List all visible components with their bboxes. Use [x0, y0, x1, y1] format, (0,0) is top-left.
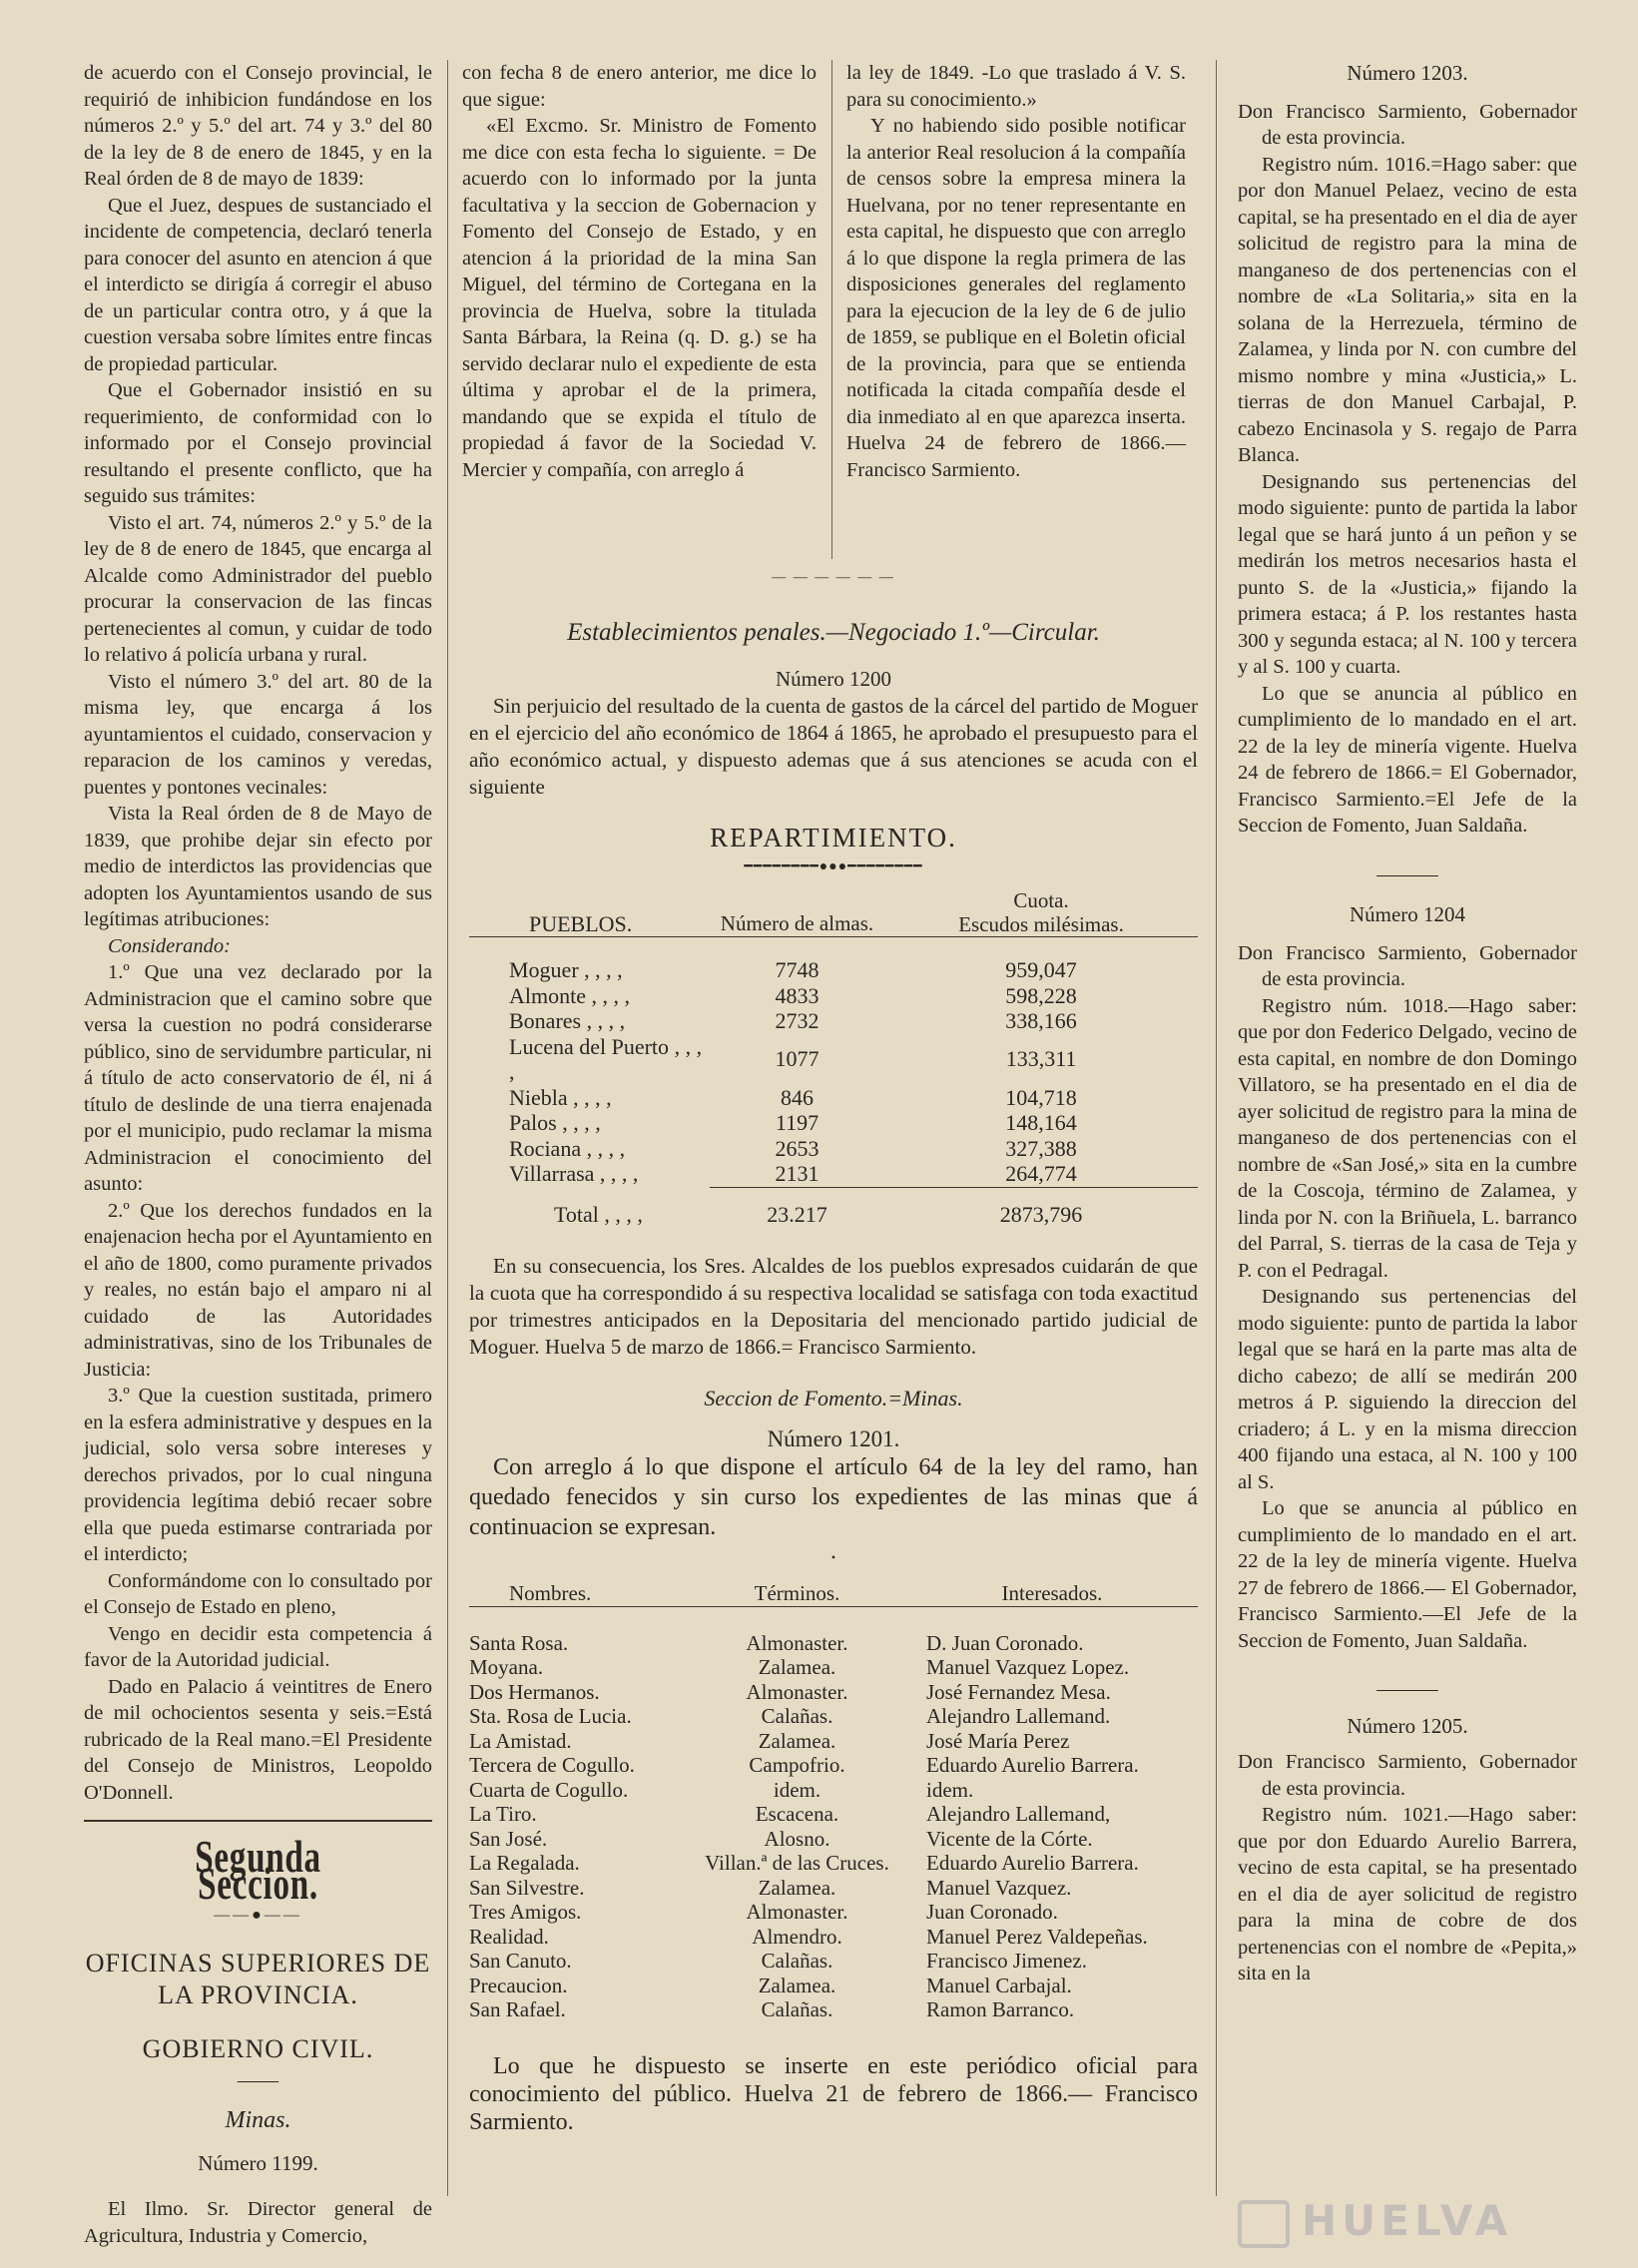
table-row — [469, 1925, 1198, 1950]
paragraph: Visto el art. 74, números 2.º y 5.º de la ley de 8 de enero de 1845, que encarga al Alcalde como Administrador del pueblo procurar la conservacion de las fincas pertenecientes al comun, y cuidar de todo lo relativo á policía urbana y rural. — [84, 511, 432, 666]
column-rule — [831, 60, 832, 559]
table-row — [469, 1008, 1198, 1034]
cuota-cell: 959,047 — [1005, 957, 1077, 982]
paragraph: Visto el número 3.º del art. 80 de la misma ley, que encarga á los ayuntamientos el cuidado, conservacion y reparacion de los caminos y veredas, puentes y pontones vecinales: — [84, 670, 432, 799]
nombre-cell: La Regalada. — [469, 1851, 580, 1875]
paragraph: «El Excmo. Sr. Ministro de Fomento me dice con esta fecha lo siguiente. = De acuerdo con lo informado por la junta facultativa y la seccion de Gobernacion y Fomento del Consejo de Estado, y en atencion á la prioridad de la mina San Miguel, del término de Cortegana en la provincia de Huelva, sobre la titulada Santa Bárbara, la Reina (q. D. g.) se ha servido declarar nulo el expediente de esta última y aprobar el de la primera, mandando que se expida el título de propiedad á favor de la Sociedad V. Mercier y compañía, con arreglo á — [462, 115, 817, 481]
table-row — [469, 1802, 1198, 1827]
nombre-cell: San José. — [469, 1826, 548, 1851]
col-header-nombres: Nombres. — [509, 1581, 592, 1605]
table-row — [469, 1704, 1198, 1729]
table-row — [469, 1655, 1198, 1680]
table-row — [469, 1631, 1198, 1656]
nombre-cell: Moyana. — [469, 1655, 544, 1679]
table-row — [469, 1753, 1198, 1778]
column-1 — [84, 60, 432, 2249]
table-row — [469, 1949, 1198, 1974]
paragraph: Designando sus pertenencias del modo siguiente: punto de partida la labor legal que se hará en la parte mas alta de dicho cabezo; de allí se medirán 200 metros á P. siguiendo la direccion del criadero; á L. y en la misma direccion 400 fijando una estaca, al N. 100 y 100 al S. — [1238, 1286, 1577, 1493]
paragraph: con fecha 8 de enero anterior, me dice lo que sigue: — [462, 62, 817, 111]
paragraph: 1.º Que una vez declarado por la Administracion que el camino sobre que versa la cuestion no podrá considerarse público, sino de servidumbre particular, ni á título de acto conservatorio de él, ni á título de deslinde de una tierra enajenada por el municipio, pudo reclamar la misma Administracion el conocimiento del asunto: — [84, 961, 432, 1195]
numero-1205: Número 1205. — [1347, 1713, 1468, 1738]
paragraph: Lo que se anuncia al público en cumplimiento de lo mandado en el art. 22 de la ley de minería vigente. Huelva 27 de febrero de 1866.— El Gobernador, Francisco Sarmiento.—El Jefe de la Seccion de Fomento, Juan Saldaña. — [1238, 1497, 1577, 1652]
nombre-cell: Precaucion. — [469, 1973, 568, 1997]
table-row — [469, 983, 1198, 1009]
table-row — [469, 1729, 1198, 1754]
table-row — [469, 1997, 1198, 2022]
total-cuota: 2873,796 — [999, 1201, 1083, 1227]
interesado-cell: José María Perez — [926, 1728, 1070, 1753]
cuota-cell: 148,164 — [1005, 1110, 1077, 1135]
nombre-cell: Cuarta de Cogullo. — [469, 1777, 629, 1802]
interesado-cell: Manuel Perez Valdepeñas. — [926, 1924, 1148, 1949]
pueblo-cell: Palos , , , , — [509, 1110, 601, 1135]
nombre-cell: La Tiro. — [469, 1802, 537, 1826]
minas-heading: Minas. — [225, 2107, 291, 2133]
interesado-cell: Manuel Vazquez. — [926, 1875, 1072, 1900]
col-header-terminos: Términos. — [754, 1581, 840, 1605]
paragraph: Que el Gobernador insistió en su requerimiento, de conformidad con lo informado por el Consejo provincial resultando el presente conflicto, que ha seguido sus trámites: — [84, 379, 432, 507]
interesado-cell: Manuel Vazquez Lopez. — [926, 1655, 1130, 1679]
pueblo-cell: Almonte , , , , — [509, 982, 630, 1008]
gobierno-heading: GOBIERNO CIVIL. — [142, 2033, 374, 2063]
minas-table — [469, 1581, 1198, 2022]
nombre-cell: San Silvestre. — [469, 1875, 585, 1900]
paragraph: Registro núm. 1021.—Hago saber: que por don Eduardo Aurelio Barrera, vecino de esta capital, se ha presentado en el dia de ayer solicitud de registro para la mina de cobre de dos pertenencias con el nombre de «Pepita,» sita en la — [1238, 1804, 1577, 1984]
cuota-cell: 327,388 — [1005, 1135, 1077, 1161]
nombre-cell: Sta. Rosa de Lucia. — [469, 1704, 632, 1728]
interesado-cell: Alejandro Lallemand, — [926, 1802, 1111, 1826]
pueblo-cell: Moguer , , , , — [509, 957, 623, 982]
table-row — [469, 1974, 1198, 1998]
numero-1203: Número 1203. — [1347, 61, 1468, 85]
paragraph: Don Francisco Sarmiento, Gobernador de esta provincia. — [1238, 1751, 1577, 1800]
total-label: Total , , , , — [554, 1201, 643, 1227]
cuota-cell: 104,718 — [1005, 1084, 1077, 1110]
table-row — [469, 1876, 1198, 1901]
repartimiento-title: REPARTIMIENTO. — [710, 823, 957, 852]
termino-cell: Almonaster. — [746, 1630, 848, 1655]
termino-cell: Alosno. — [764, 1826, 830, 1851]
paragraph: Conformándome con lo consultado por el Consejo de Estado en pleno, — [84, 1569, 432, 1618]
paragraph: Vengo en decidir esta competencia á favor de la Autoridad judicial. — [84, 1622, 432, 1671]
table-header-row — [469, 888, 1198, 937]
paragraph: Dado en Palacio á veintitres de Enero de mil ochocientos sesenta y seis.=Está rubricado de la Real mano.=El Presidente del Consejo de Ministros, Leopoldo O'Donnell. — [84, 1675, 432, 1804]
column-2 — [462, 60, 817, 483]
cuota-cell: 598,228 — [1005, 982, 1077, 1008]
ornament: ——●—— — [214, 1907, 302, 1924]
interesado-cell: Francisco Jimenez. — [926, 1949, 1087, 1973]
table-row — [469, 1827, 1198, 1852]
nombre-cell: Santa Rosa. — [469, 1630, 569, 1655]
almas-cell: 1077 — [775, 1046, 819, 1072]
pueblo-cell: Niebla , , , , — [509, 1084, 612, 1110]
interesado-cell: D. Juan Coronado. — [926, 1630, 1084, 1655]
nombre-cell: La Amistad. — [469, 1728, 572, 1753]
termino-cell: Campofrio. — [749, 1753, 845, 1777]
shield-icon — [1238, 2200, 1290, 2248]
almas-cell: 7748 — [775, 957, 819, 982]
numero-1200: Número 1200 — [775, 667, 892, 691]
fomento-heading: Seccion de Fomento.=Minas. — [704, 1386, 963, 1411]
col-header-pueblos: PUEBLOS. — [529, 910, 633, 936]
total-rule — [710, 1187, 884, 1202]
paragraph: Registro núm. 1016.=Hago saber: que por don Manuel Pelaez, vecino de esta capital, se ha presentado en el dia de ayer solicitud de registro para la mina de manganeso de dos pertenencias con el nombre de «La Solitaria,» sita en la solana de la Herrezuela, término de Zalamea, y linda por N. con cumbre del mismo nombre y mina «Justicia,» L. tierras de don Manuel Carbajal, P. cabezo Encinasola y S. regajo de Parra Blanca. — [1238, 153, 1577, 466]
ornament: • — [830, 1550, 836, 1564]
paragraph: de acuerdo con el Consejo provincial, le requirió de inhibicion fundándose en los números 2.º y 5.º del art. 74 y 3.º del 80 de la ley de 8 de enero de 1845, y en la Real órden de 8 de mayo de 1839: — [84, 62, 432, 190]
termino-cell: Zalamea. — [758, 1728, 836, 1753]
watermark-stamp: HUELVA — [1238, 2196, 1607, 2251]
header-rule — [469, 937, 1198, 958]
almas-cell: 2653 — [775, 1135, 819, 1161]
paragraph: 3.º Que la cuestion sustitada, primero en la esfera administrative y despues en la judicial, solo versa sobre intereses y derechos privados, por lo cual ninguna providencia legítima debió recaer sobre ella que pueda estimarse contrariada por el interdicto; — [84, 1385, 432, 1565]
table-row — [469, 1110, 1198, 1136]
col-header-cuota — [884, 888, 1198, 937]
pueblo-cell: Bonares , , , , — [509, 1008, 626, 1033]
almas-cell: 2131 — [775, 1161, 819, 1186]
paragraph: Registro núm. 1018.—Hago saber: que por don Federico Delgado, vecino de esta capital, en nombre de don Domingo Villatoro, se ha presentado en el dia de ayer solicitud de registro para la mina de manganeso de dos pertenencias con el nombre de «San José,» sita en la cumbre de la Coscoja, término de Zalamea, y linda por N. con la Briñuela, L. barranco del Parral, S. tierras de la casa de Teja y P. con el Pedragal. — [1238, 994, 1577, 1282]
table-row — [469, 1136, 1198, 1162]
paragraph: Lo que he dispuesto se inserte en este periódico oficial para conocimiento del público. Huelva 21 de febrero de 1866.— Francisco Sarmiento. — [469, 2052, 1198, 2135]
termino-cell: Calañas. — [761, 1997, 833, 2021]
numero-1204: Número 1204 — [1349, 902, 1466, 926]
termino-cell: Almonaster. — [746, 1679, 848, 1704]
paragraph: En su consecuencia, los Sres. Alcaldes de los pueblos expresados cuidarán de que la cuota que ha correspondido á su respectiva localidad se satisfaga con toda exactitud por trimestres anticipados en la Depositaria del mencionado partido judicial de Moguer. Huelva 5 de marzo de 1866.= Francisco Sarmiento. — [469, 1254, 1198, 1359]
short-divider: ——— — [1376, 1678, 1438, 1700]
paragraph: Y no habiendo sido posible notificar la anterior Real resolucion á la compañía de censos sobre la empresa minera la Huelvana, por no tener representante en esta capital, he dispuesto que con arreglo á lo que dispone la regla primera de las disposiciones generales del reglamento para la ejecucion de la ley de 6 de julio de 1859, se publique en el Boletin oficial de la provincia, para que se entienda notificada la citada compañía desde el dia inmediato al en que aparezca inserta. Huelva 24 de febrero de 1866.— Francisco Sarmiento. — [846, 115, 1186, 481]
interesado-cell: José Fernandez Mesa. — [926, 1679, 1111, 1704]
termino-cell: Villan.ª de las Cruces. — [705, 1851, 889, 1875]
nombre-cell: San Rafael. — [469, 1997, 566, 2021]
cuota-cell: 264,774 — [1005, 1161, 1077, 1186]
cuota-cell: 133,311 — [1005, 1046, 1077, 1072]
paragraph: Don Francisco Sarmiento, Gobernador de esta provincia. — [1238, 100, 1577, 149]
pueblo-cell: Lucena del Puerto , , , , — [509, 1033, 703, 1084]
short-divider: —— — [238, 2068, 278, 2091]
interesado-cell: Vicente de la Córte. — [926, 1826, 1093, 1851]
column-rule — [1216, 60, 1217, 2196]
paragraph: Don Francisco Sarmiento, Gobernador de esta provincia. — [1238, 941, 1577, 990]
cuota-cell: 338,166 — [1005, 1008, 1077, 1033]
termino-cell: Zalamea. — [758, 1875, 836, 1900]
termino-cell: Almendro. — [752, 1924, 842, 1949]
interesado-cell: Eduardo Aurelio Barrera. — [926, 1851, 1139, 1875]
ornament: ━━━━━━━━●●●━━━━━━━━ — [744, 859, 923, 874]
paragraph: Que el Juez, despues de sustanciado el incidente de competencia, declaró tenerla para conocer del asunto en atencion á que el interdicto se dirigía á corregir el abuso de un particular contra otro, y á que la cuestion versaba sobre límites entre fincas de propiedad particular. — [84, 194, 432, 375]
table-header-row — [469, 1581, 1198, 1606]
interesado-cell: Juan Coronado. — [926, 1900, 1058, 1924]
termino-cell: Escacena. — [755, 1802, 839, 1826]
pueblo-cell: Rociana , , , , — [509, 1135, 626, 1161]
almas-cell: 846 — [780, 1084, 814, 1110]
termino-cell: Zalamea. — [758, 1973, 836, 1997]
column-3 — [846, 60, 1186, 483]
paragraph: la ley de 1849. -Lo que traslado á V. S. para su conocimiento.» — [846, 62, 1186, 111]
table-row — [469, 957, 1198, 983]
table-row — [469, 1161, 1198, 1187]
nombre-cell: Tres Amigos. — [469, 1900, 582, 1924]
paragraph: Designando sus pertenencias del modo siguiente: punto de partida la labor legal que se hará junto á un peñon y se medirán los metros necesarios hasta el punto S. de la «Justicia,» fijando la primera estaca; á P. los restantes hasta 300 y segunda estaca; al N. 100 y tercera y al S. 100 y cuarta. — [1238, 470, 1577, 678]
table-row — [469, 1680, 1198, 1705]
termino-cell: idem. — [773, 1777, 821, 1802]
repartimiento-table — [469, 888, 1198, 1227]
almas-cell: 4833 — [775, 982, 819, 1008]
paragraph: 2.º Que los derechos fundados en la enajenacion hecha por el Ayuntamiento en el año de 1800, como puramente privados y reales, no están bajo el amparo ni al cuidado de las Autoridades administrativas, sino de los Tribunales de Justicia: — [84, 1199, 432, 1381]
col-header-cuota-label: Cuota. — [1013, 888, 1069, 912]
termino-cell: Almonaster. — [746, 1900, 848, 1924]
paragraph: Con arreglo á lo que dispone el artículo 64 de la ley del ramo, han quedado fenecidos y sin curso los expedientes de las minas que á continuacion se expresan. — [469, 1454, 1198, 1540]
paragraph: Lo que se anuncia al público en cumplimiento de lo mandado en el art. 22 de la ley de minería vigente. Huelva 24 de febrero de 1866.= El Gobernador, Francisco Sarmiento.=El Jefe de la Seccion de Fomento, Juan Saldaña. — [1238, 682, 1577, 837]
nombre-cell: San Canuto. — [469, 1949, 572, 1973]
table-row — [469, 1034, 1198, 1085]
oficinas-heading: OFICINAS SUPERIORES DE LA PROVINCIA. — [85, 1948, 431, 2009]
paragraph: El Ilmo. Sr. Director general de Agricultura, Industria y Comercio, — [84, 2198, 432, 2247]
interesado-cell: Ramon Barranco. — [926, 1997, 1075, 2021]
total-row — [469, 1202, 1198, 1228]
section-divider — [84, 1820, 432, 1822]
nombre-cell: Tercera de Cogullo. — [469, 1753, 635, 1777]
almas-cell: 2732 — [775, 1008, 819, 1033]
middle-block — [469, 564, 1198, 2136]
interesado-cell: idem. — [926, 1777, 974, 1802]
table-row — [469, 1085, 1198, 1111]
col-header-almas: Número de almas. — [720, 910, 874, 935]
termino-cell: Zalamea. — [758, 1655, 836, 1679]
ornament: — — — — — — — [772, 570, 895, 585]
table-row — [469, 1778, 1198, 1803]
table-row — [469, 1851, 1198, 1876]
termino-cell: Calañas. — [761, 1704, 833, 1728]
paragraph: Sin perjuicio del resultado de la cuenta de gastos de la cárcel del partido de Moguer en el ejercicio del año económico de 1864 á 1865, he aprobado el presupuesto para el año económico actual, y dispuesto ademas que á sus atenciones se acuda con el siguiente — [469, 694, 1198, 799]
numero-1201: Número 1201. — [767, 1426, 900, 1451]
total-rule — [884, 1187, 1198, 1202]
nombre-cell: Realidad. — [469, 1924, 549, 1949]
col-header-interesados: Interesados. — [1001, 1581, 1103, 1605]
header-rule — [469, 1606, 1198, 1631]
establecimientos-heading: Establecimientos penales.—Negociado 1.º—Circular. — [567, 619, 1100, 646]
paragraph: Considerando: — [108, 934, 231, 957]
interesado-cell: Alejandro Lallemand. — [926, 1704, 1111, 1728]
total-almas: 23.217 — [767, 1201, 827, 1227]
numero-1199: Número 1199. — [198, 2150, 318, 2175]
column-rule — [447, 60, 448, 2196]
interesado-cell: Eduardo Aurelio Barrera. — [926, 1753, 1139, 1777]
termino-cell: Calañas. — [761, 1949, 833, 1973]
section-title: Segunda Seccion. — [195, 1831, 321, 1909]
table-row — [469, 1900, 1198, 1925]
almas-cell: 1197 — [775, 1110, 819, 1135]
pueblo-cell: Villarrasa , , , , — [509, 1161, 639, 1187]
interesado-cell: Manuel Carbajal. — [926, 1973, 1072, 1997]
nombre-cell: Dos Hermanos. — [469, 1679, 600, 1704]
col-header-escudos: Escudos milésimas. — [958, 912, 1124, 936]
column-4 — [1238, 60, 1577, 1987]
short-divider: ——— — [1376, 862, 1438, 885]
paragraph: Vista la Real órden de 8 de Mayo de 1839, que prohibe dejar sin efecto por medio de interdictos las providencias que adopten los Ayuntamientos usando de sus legítimas atribuciones: — [84, 803, 432, 930]
